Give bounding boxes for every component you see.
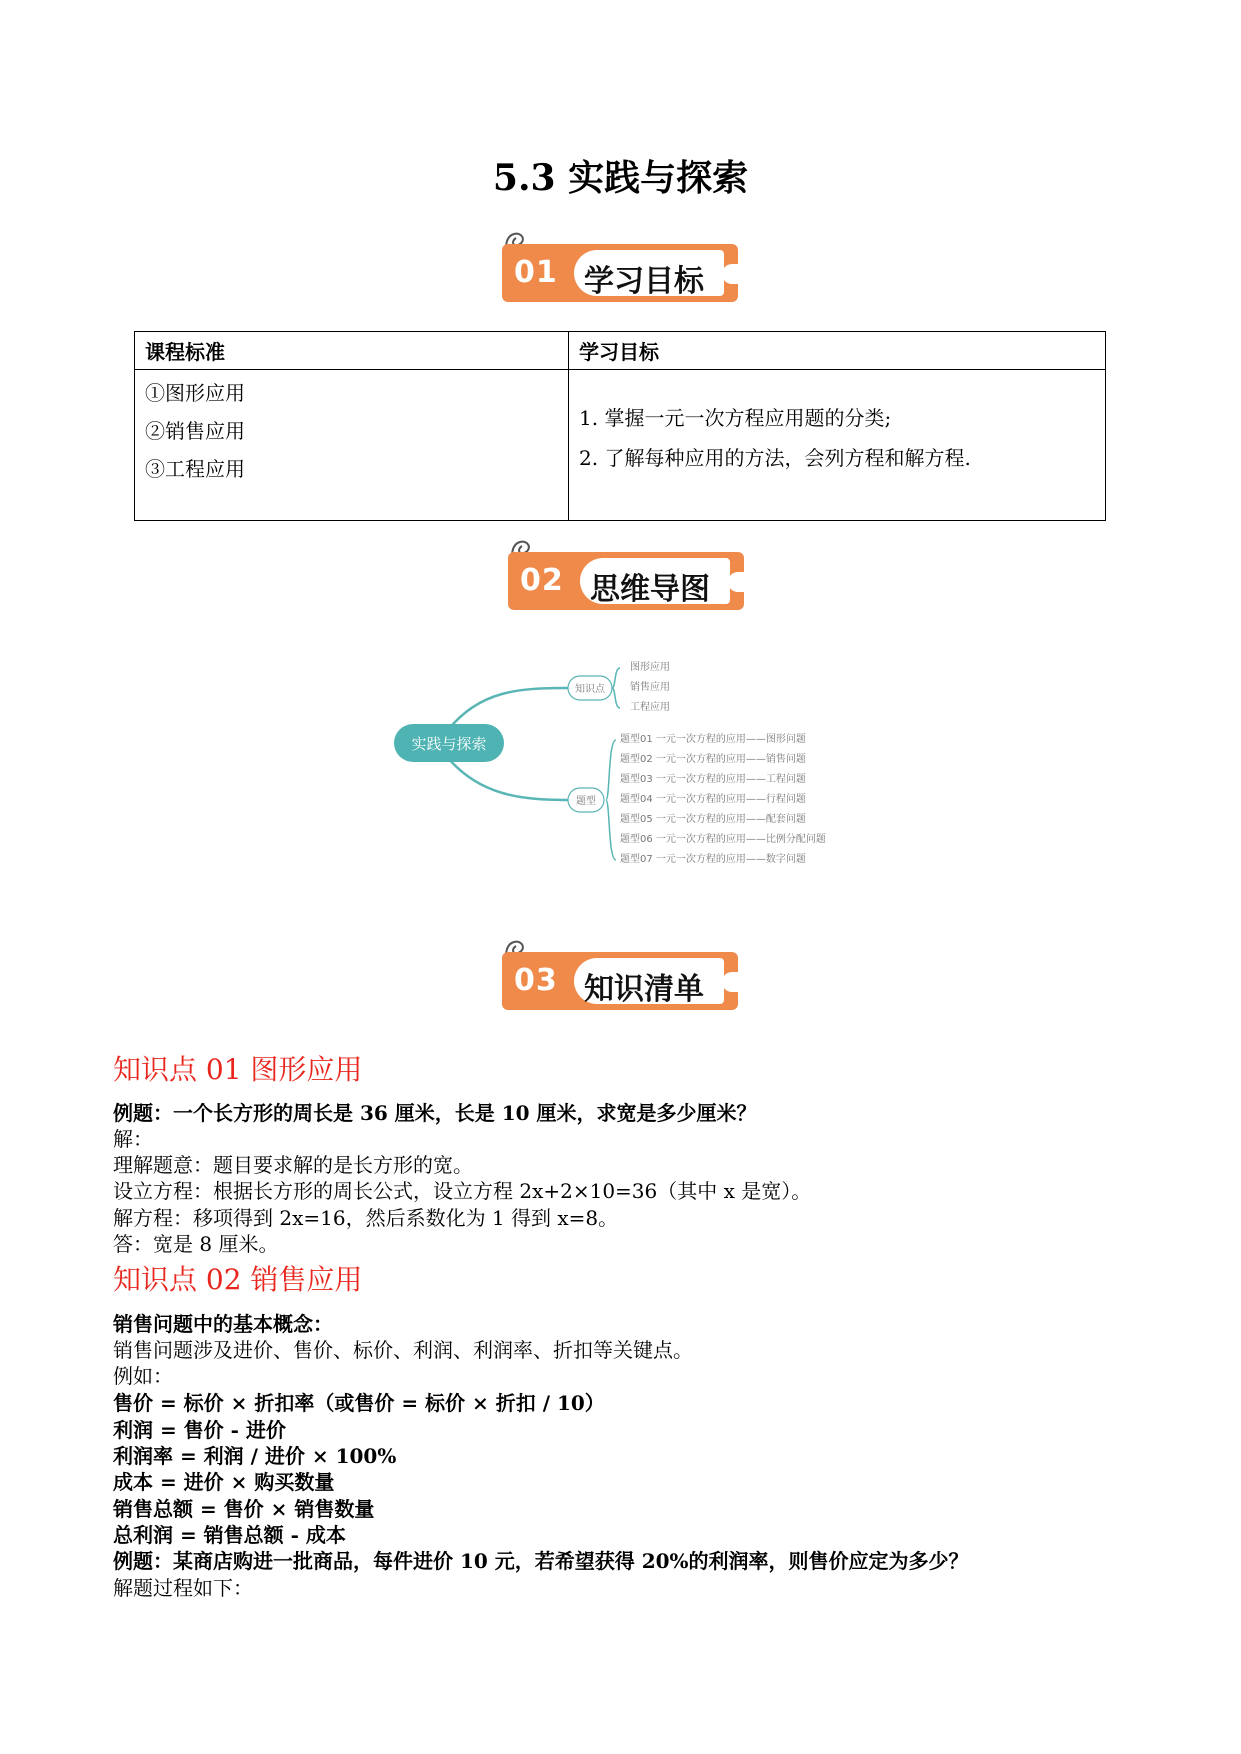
section-badge-03 [502,938,742,1010]
section-label: 知识清单 [584,972,704,1007]
standard-item: ①图形应用 [145,381,245,405]
mindmap-leaf: 题型07 一元一次方程的应用——数字问题 [620,854,806,865]
solution-line: 设立方程：根据长方形的周长公式，设立方程 2x+2×10=36（其中 x 是宽）。 [113,1179,812,1203]
learning-goals-table [134,331,1106,521]
standard-item: ③工程应用 [145,457,245,481]
formula-line: 销售总额 = 售价 × 销售数量 [113,1497,375,1521]
example-label: 例如： [113,1364,173,1388]
section-badge-02 [508,538,748,610]
page-title: 5.3 实践与探索 [492,157,749,199]
example-question: 例题：一个长方形的周长是 36 厘米，长是 10 厘米，求宽是多少厘米？ [113,1101,757,1125]
standards-cell [135,370,569,521]
formula-line: 售价 = 标价 × 折扣率（或售价 = 标价 × 折扣 / 10） [113,1391,605,1415]
section-label: 学习目标 [584,264,704,299]
mindmap-branch-label: 知识点 [575,684,605,695]
mindmap-leaf: 图形应用 [630,662,670,673]
table-header-goal: 学习目标 [569,332,1106,370]
concept-intro: 销售问题涉及进价、售价、标价、利润、利润率、折扣等关键点。 [113,1338,693,1362]
goal-item: 2. 了解每种应用的方法，会列方程和解方程. [579,446,971,470]
mind-map [380,650,860,895]
section-number: 02 [520,563,564,598]
mindmap-leaf: 题型02 一元一次方程的应用——销售问题 [620,754,806,765]
process-label: 解题过程如下： [113,1576,253,1600]
table-header-standard: 课程标准 [135,332,569,370]
knowledge-point-heading: 知识点 02 销售应用 [113,1263,363,1296]
solution-line: 答：宽是 8 厘米。 [113,1232,279,1256]
mindmap-leaf: 题型01 一元一次方程的应用——图形问题 [620,734,806,745]
section-label: 思维导图 [590,572,710,607]
standard-item: ②销售应用 [145,419,245,443]
goal-item: 1. 掌握一元一次方程应用题的分类; [579,406,892,430]
mindmap-leaf: 工程应用 [630,702,670,713]
mindmap-leaf: 题型06 一元一次方程的应用——比例分配问题 [620,834,826,845]
mindmap-root-label: 实践与探索 [411,735,487,753]
example-question: 例题：某商店购进一批商品，每件进价 10 元，若希望获得 20%的利润率，则售价应定为多少？ [113,1549,969,1573]
goals-cell [569,370,1106,521]
section-number: 01 [514,255,558,290]
solution-line: 解方程：移项得到 2x=16，然后系数化为 1 得到 x=8。 [113,1206,619,1230]
section-badge-01 [502,230,742,302]
solution-line: 理解题意：题目要求解的是长方形的宽。 [113,1153,473,1177]
mindmap-leaf: 题型03 一元一次方程的应用——工程问题 [620,774,806,785]
formula-line: 利润率 = 利润 / 进价 × 100% [113,1444,397,1468]
mindmap-branch-label: 题型 [576,796,596,807]
section-number: 03 [514,963,558,998]
mindmap-leaf: 题型05 一元一次方程的应用——配套问题 [620,814,806,825]
formula-line: 成本 = 进价 × 购买数量 [113,1470,335,1494]
formula-line: 利润 = 售价 - 进价 [113,1418,286,1442]
mindmap-leaf: 题型04 一元一次方程的应用——行程问题 [620,794,806,805]
formula-line: 总利润 = 销售总额 - 成本 [113,1523,346,1547]
solution-line: 解： [113,1127,153,1151]
concept-title: 销售问题中的基本概念： [113,1312,333,1336]
knowledge-point-heading: 知识点 01 图形应用 [113,1053,363,1086]
mindmap-leaf: 销售应用 [630,682,670,693]
